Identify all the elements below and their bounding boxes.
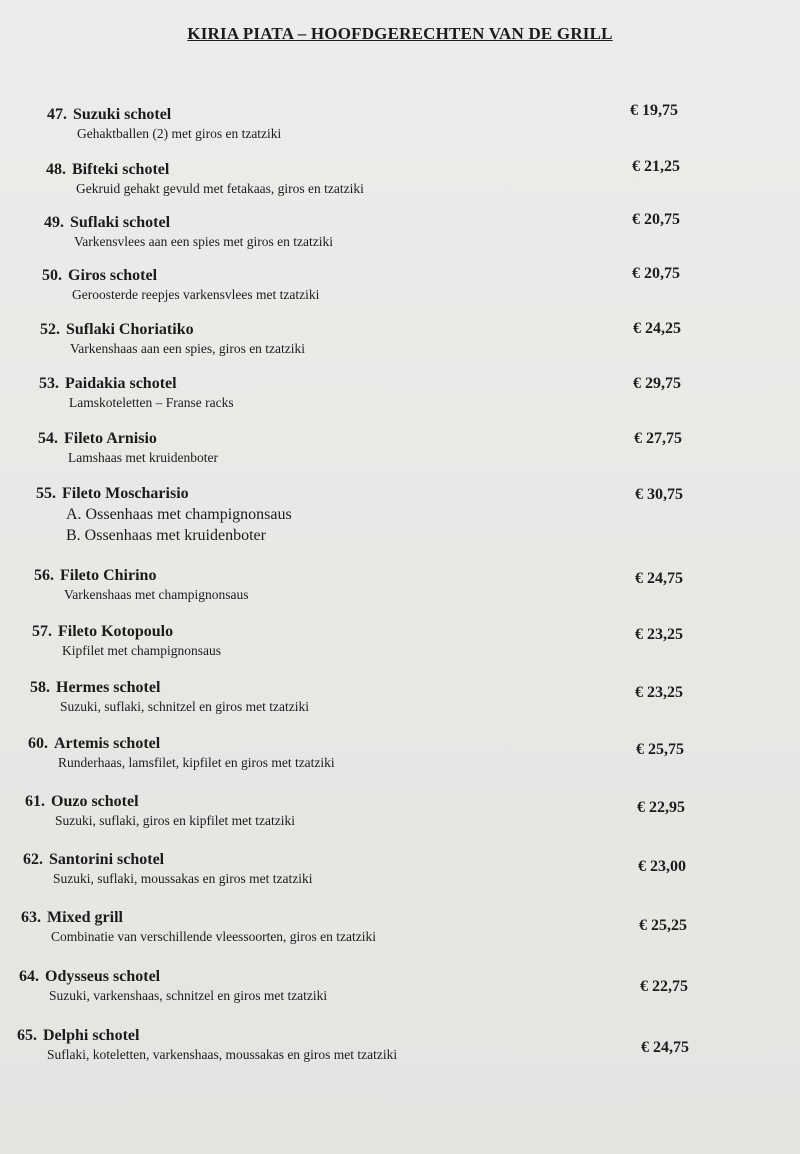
- menu-item-description: Lamskoteletten – Franse racks: [69, 395, 234, 410]
- menu-item-description: A. Ossenhaas met champignonsaus: [66, 506, 292, 523]
- page-title: KIRIA PIATA – HOOFDGERECHTEN VAN DE GRILL: [187, 24, 613, 43]
- menu-item-heading: [32, 622, 221, 642]
- menu-item: [28, 734, 335, 772]
- menu-item-description: Lamshaas met kruidenboter: [68, 450, 218, 465]
- menu-item-heading: [34, 566, 248, 586]
- menu-item-price: € 25,75: [636, 741, 684, 758]
- menu-item-heading: [36, 484, 292, 504]
- menu-item-description: Suzuki, suflaki, giros en kipfilet met tzatziki: [55, 813, 295, 828]
- menu-item-heading: [21, 908, 376, 928]
- menu-item: [44, 213, 333, 251]
- menu-item-name: Odysseus schotel: [45, 968, 161, 985]
- menu-item-price: € 25,25: [639, 917, 687, 934]
- menu-item-name: Hermes schotel: [56, 679, 161, 696]
- menu-item-heading: [42, 266, 319, 286]
- menu-item-number: 57.: [32, 623, 52, 640]
- menu-item-price: € 23,25: [635, 684, 683, 701]
- menu-item: [23, 850, 312, 888]
- menu-item-heading: [40, 320, 305, 340]
- menu-item-description: Gehaktballen (2) met giros en tzatziki: [77, 126, 282, 141]
- menu-item: [47, 105, 281, 143]
- menu-item: [36, 484, 292, 546]
- menu-item: [38, 429, 218, 467]
- menu-item-price: € 30,75: [635, 486, 683, 503]
- menu-item-heading: [17, 1026, 397, 1046]
- menu-item: [32, 622, 221, 660]
- menu-item-description: Geroosterde reepjes varkensvlees met tzatziki: [72, 287, 320, 302]
- menu-item-name: Mixed grill: [47, 909, 123, 926]
- menu-item-name: Delphi schotel: [43, 1027, 140, 1044]
- menu-item-price: € 21,25: [632, 158, 680, 175]
- menu-item: [17, 1026, 397, 1064]
- menu-item-description: Kipfilet met champignonsaus: [62, 643, 221, 658]
- menu-item-heading: [47, 105, 281, 125]
- menu-item-name: Suflaki Choriatiko: [66, 321, 194, 338]
- menu-item-name: Fileto Chirino: [60, 567, 157, 584]
- menu-item: [30, 678, 309, 716]
- menu-item-name: Paidakia schotel: [65, 375, 177, 392]
- menu-item-number: 53.: [39, 375, 59, 392]
- menu-item-name: Suflaki schotel: [70, 214, 171, 231]
- menu-item-number: 50.: [42, 267, 62, 284]
- menu-item: [42, 266, 319, 304]
- menu-item-price: € 20,75: [632, 265, 680, 282]
- menu-item-name: Santorini schotel: [49, 851, 165, 868]
- menu-item-number: 58.: [30, 679, 50, 696]
- menu-item-heading: [44, 213, 333, 233]
- menu-item-heading: [25, 792, 295, 812]
- menu-item-number: 63.: [21, 909, 41, 926]
- menu-item-name: Fileto Moscharisio: [62, 485, 189, 502]
- menu-item-price: € 29,75: [633, 375, 681, 392]
- menu-item-number: 48.: [46, 161, 66, 178]
- menu-item-heading: [46, 160, 364, 180]
- menu-item: [21, 908, 376, 946]
- menu-item-description: Suflaki, koteletten, varkenshaas, moussakas en giros met tzatziki: [47, 1047, 398, 1062]
- menu-item-name: Fileto Kotopoulo: [58, 623, 174, 640]
- menu-item-heading: [38, 429, 218, 449]
- menu-item-heading: [28, 734, 335, 754]
- menu-item-number: 62.: [23, 851, 43, 868]
- menu-item-price: € 23,00: [638, 858, 686, 875]
- menu-item: [40, 320, 305, 358]
- menu-item-description: Gekruid gehakt gevuld met fetakaas, giros en tzatziki: [76, 181, 364, 196]
- menu-item-description: Varkenshaas aan een spies, giros en tzatziki: [70, 341, 306, 356]
- menu-item: [39, 374, 234, 412]
- menu-item: [46, 160, 364, 198]
- menu-item: [19, 967, 327, 1005]
- menu-item-heading: [39, 374, 234, 394]
- menu-item-description: Runderhaas, lamsfilet, kipfilet en giros met tzatziki: [58, 755, 335, 770]
- menu-item-description: Suzuki, suflaki, moussakas en giros met tzatziki: [53, 871, 313, 886]
- menu-item-name: Bifteki schotel: [72, 161, 170, 178]
- menu-item-number: 61.: [25, 793, 45, 810]
- menu-item-price: € 20,75: [632, 211, 680, 228]
- menu-item-description: Combinatie van verschillende vleessoorten, giros en tzatziki: [51, 929, 377, 944]
- menu-item-number: 49.: [44, 214, 64, 231]
- menu-item-price: € 19,75: [630, 102, 678, 119]
- menu-item-price: € 24,75: [641, 1039, 689, 1056]
- menu-item: [34, 566, 248, 604]
- menu-item-description: Suzuki, varkenshaas, schnitzel en giros met tzatziki: [49, 988, 328, 1003]
- menu-item-name: Giros schotel: [68, 267, 158, 284]
- menu-item-price: € 22,95: [637, 799, 685, 816]
- menu-item-price: € 24,75: [635, 570, 683, 587]
- menu-item-number: 54.: [38, 430, 58, 447]
- menu-item-name: Ouzo schotel: [51, 793, 139, 810]
- menu-item-heading: [30, 678, 309, 698]
- menu-item-number: 60.: [28, 735, 48, 752]
- menu-item-description: B. Ossenhaas met kruidenboter: [66, 527, 266, 544]
- menu-item-description: Suzuki, suflaki, schnitzel en giros met tzatziki: [60, 699, 309, 714]
- menu-item-heading: [19, 967, 327, 987]
- menu-item-number: 47.: [47, 106, 67, 123]
- menu-item-name: Suzuki schotel: [73, 106, 172, 123]
- menu-item-description: Varkensvlees aan een spies met giros en tzatziki: [74, 234, 334, 249]
- menu-item-number: 55.: [36, 485, 56, 502]
- menu-item-number: 56.: [34, 567, 54, 584]
- menu-item-number: 64.: [19, 968, 39, 985]
- menu-item-number: 65.: [17, 1027, 37, 1044]
- menu-item: [25, 792, 295, 830]
- menu-item-price: € 23,25: [635, 626, 683, 643]
- menu-item-name: Artemis schotel: [54, 735, 161, 752]
- menu-item-price: € 24,25: [633, 320, 681, 337]
- menu-item-heading: [23, 850, 312, 870]
- menu-item-name: Fileto Arnisio: [64, 430, 157, 447]
- menu-item-description: Varkenshaas met champignonsaus: [64, 587, 249, 602]
- menu-item-price: € 22,75: [640, 978, 688, 995]
- menu-item-number: 52.: [40, 321, 60, 338]
- menu-item-price: € 27,75: [634, 430, 682, 447]
